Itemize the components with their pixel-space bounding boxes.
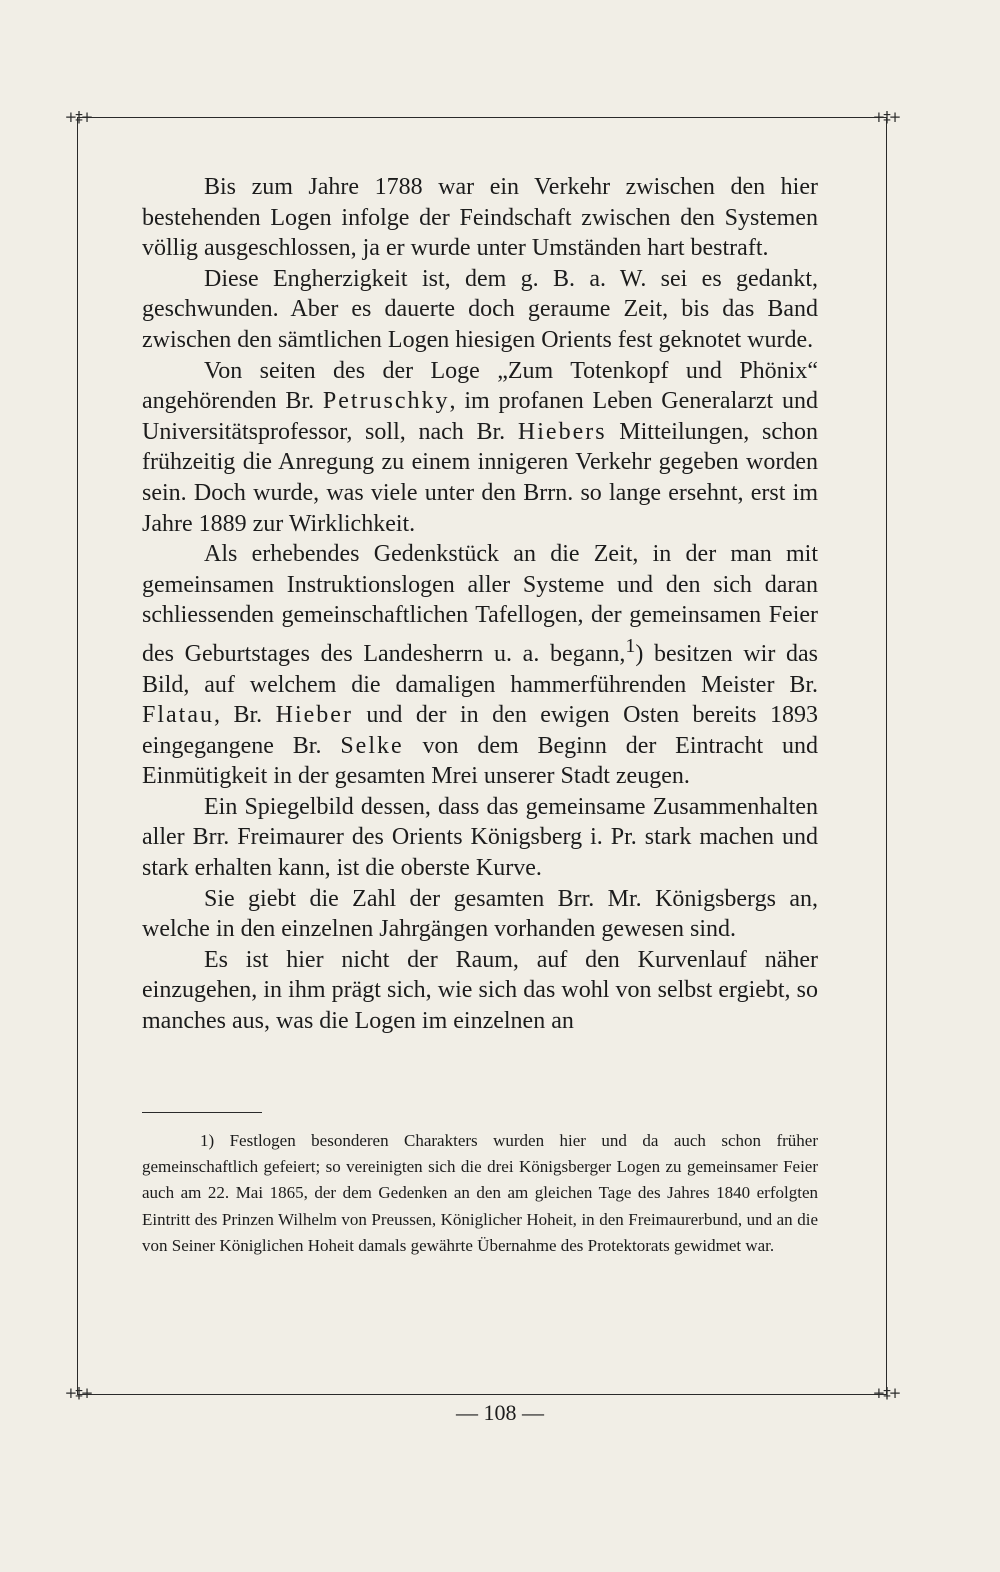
footnote-text: 1) Festlogen besonderen Charakters wurden hier und da auch schon früher gemeinschaftlich gefeiert; so vereinigten sich die drei Königsberger Logen zu gemeinsamer Feier auch am 22. Mai 1865, der dem Gedenken an den am gleichen Tage des Jahres 1840 erfolgten Eintritt des Prinzen Wilhelm von Preussen, Königlicher Hoheit, in den Freimaurerbund, und an die von Seiner Königlichen Hoheit damals gewährte Übernahme des Protektorats gewidmet war. [142,1131,818,1255]
paragraph-text: Sie giebt die Zahl der gesamten Brr. Mr. Königsbergs an, welche in den einzelnen Jahrgängen vorhanden gewesen sind. [142,885,818,943]
footnote-reference: 1 [625,634,636,657]
page-number: — 108 — [456,1400,544,1425]
paragraph [142,945,818,1037]
paragraph-text: und der in den ewigen Osten bereits 1893 eingegangene Br. [142,702,818,759]
corner-ornament-icon: +‡+ [64,108,92,126]
paragraph-text: , Br. [214,702,276,729]
corner-ornament-icon: +‡+ [872,1384,900,1402]
paragraph-text: Bis zum Jahre 1788 war ein Verkehr zwischen den hier bestehenden Logen infolge der Feindschaft zwischen den Systemen völlig ausgeschlossen, ja er wurde unter Umständen hart bestraft. [142,174,818,262]
paragraph [142,792,818,884]
paragraph-text: Mitteilungen, schon frühzeitig die Anregung zu einem innigeren Verkehr gegeben worden sein. Doch wurde, was viele unter den Brrn. so lange ersehnt, erst im Jahre 1889 zur Wirklichkeit. [142,418,819,537]
paragraph [142,539,818,792]
paragraph-text: Es ist hier nicht der Raum, auf den Kurvenlauf näher einzugehen, in ihm prägt sich, wie sich das wohl von selbst ergiebt, so manches aus, was die Logen im einzelnen an [142,946,818,1035]
paragraph-text: von dem Beginn der Eintracht und Einmütigkeit in der gesamten Mrei unserer Stadt zeugen. [142,732,818,790]
person-name: Hiebers [517,418,607,445]
paragraph-text: Diese Engherzigkeit ist, dem g. B. a. W. sei es gedankt, geschwunden. Aber es dauerte doch geraume Zeit, bis das Band zwischen den sämtlichen Logen hiesigen Orients fest geknotet wurde. [142,265,818,353]
paragraph [142,884,818,945]
person-name: Flatau [142,702,214,729]
person-name: Petruschky [322,388,450,415]
footnote [142,1128,818,1259]
paragraph [142,356,818,540]
paragraph-text: , im profanen Leben Generalarzt und Universitätsprofessor, soll, nach Br. [142,388,818,445]
person-name: Hieber [275,702,353,729]
footnote-separator [142,1112,262,1113]
paragraph-text: Von seiten des der Loge „Zum Totenkopf und Phönix“ angehörenden Br. [142,357,818,415]
paragraph [142,264,818,356]
paragraph [142,172,818,264]
paragraph-text: Ein Spiegelbild dessen, dass das gemeinsame Zusammenhalten aller Brr. Freimaurer des Orients Königsberg i. Pr. stark machen und stark erhalten kann, ist die oberste Kurve. [142,793,818,882]
paragraph-text: Als erhebendes Gedenkstück an die Zeit, in der man mit gemeinsamen Instruktionslogen aller Systeme und den sich daran schliessenden gemeinschaftlichen Tafellogen, der gemeinsamen Feier des Geburtstages des Landesherrn u. a. begann, [142,541,818,667]
person-name: Selke [340,732,404,759]
corner-ornament-icon: +‡+ [872,108,900,126]
paragraph-text: ) besitzen wir das Bild, auf welchem die damaligen hammerführenden Meister Br. [142,640,819,698]
corner-ornament-icon: +‡+ [64,1384,92,1402]
main-text [142,172,818,1037]
